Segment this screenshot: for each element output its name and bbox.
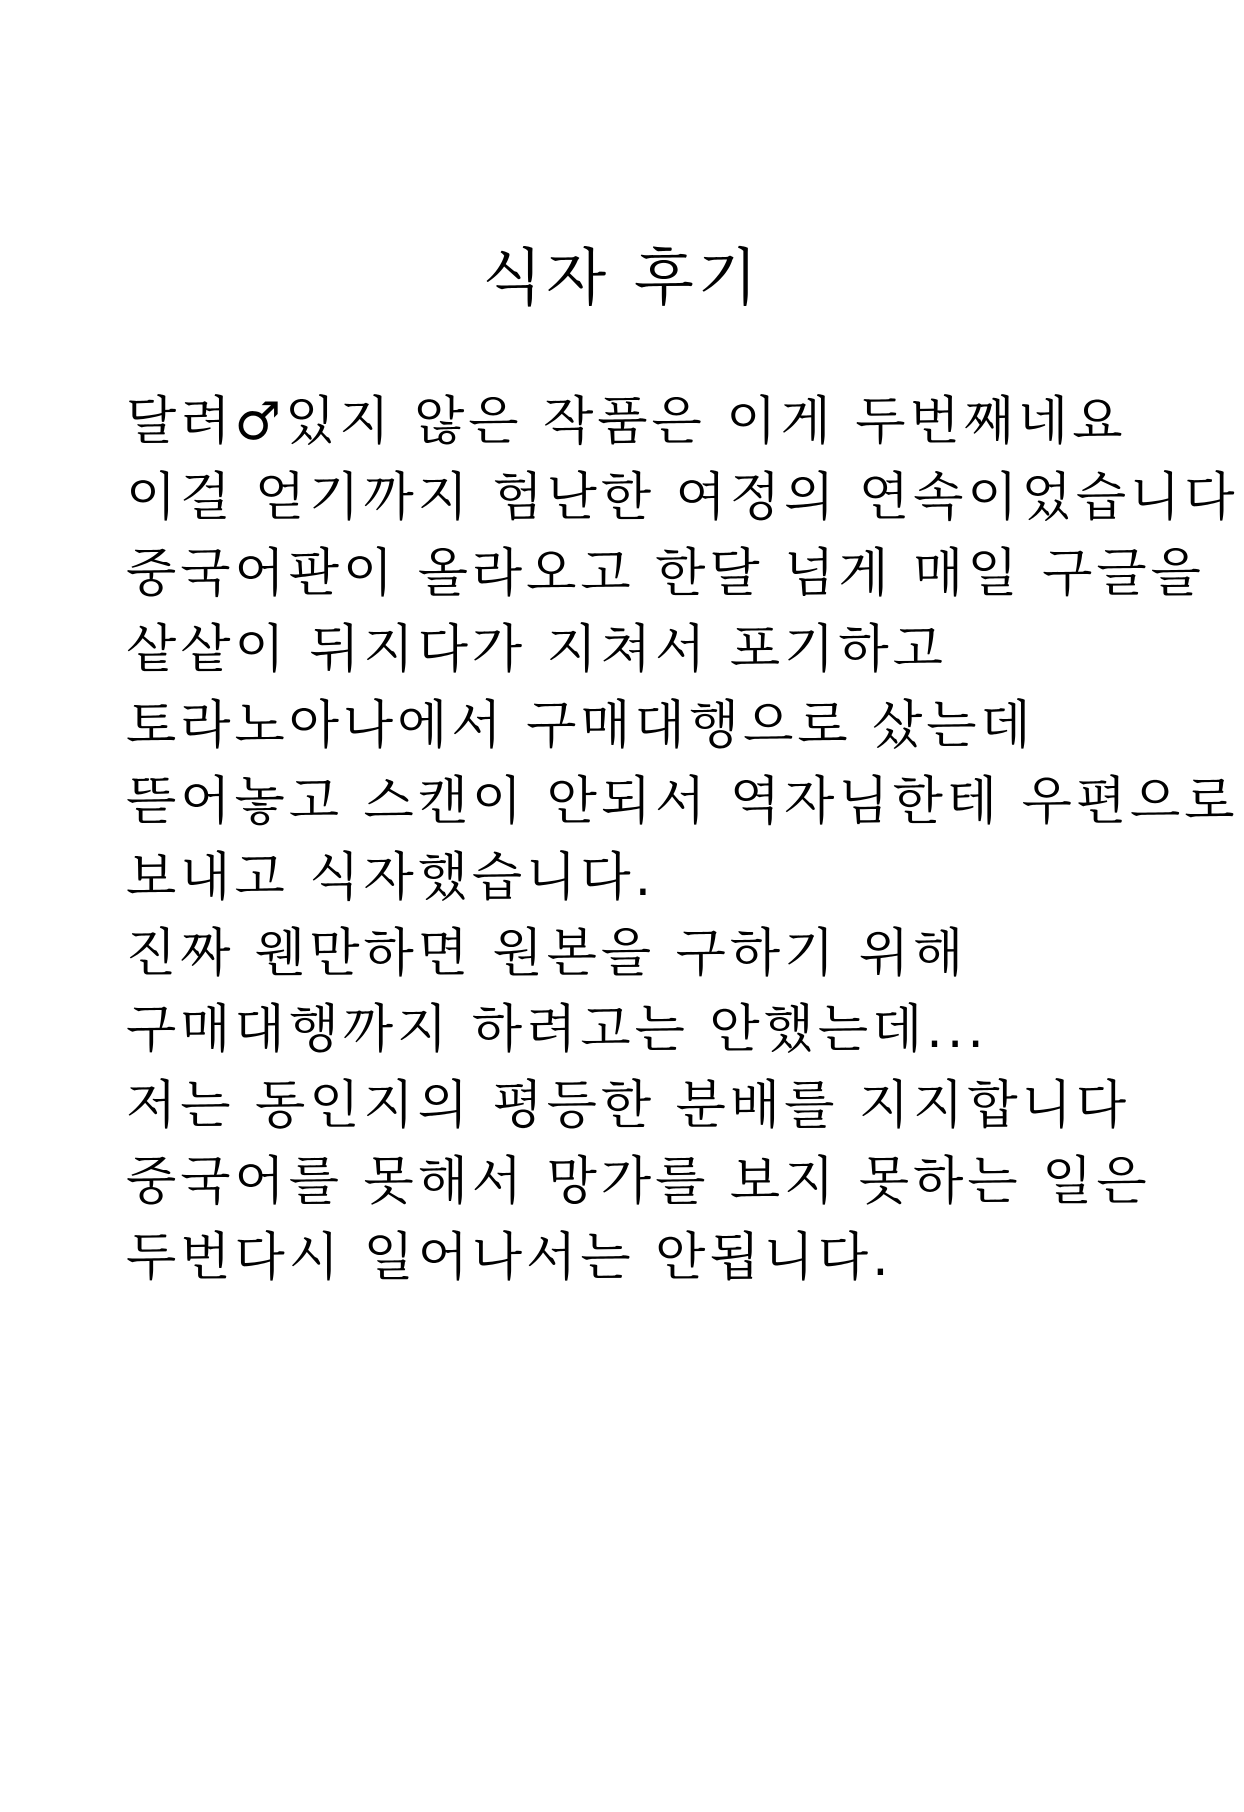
page-title: 식자 후기 — [482, 241, 762, 314]
text-line: 두번다시 일어나서는 안됩니다. — [126, 1228, 893, 1288]
document-body — [126, 384, 1239, 1296]
text-line: 달려♂있지 않은 작품은 이게 두번째네요 — [126, 392, 1127, 452]
text-line: 보내고 식자했습니다. — [126, 848, 656, 908]
text-line: 토라노아나에서 구매대행으로 샀는데 — [126, 696, 1035, 756]
text-line: 뜯어놓고 스캔이 안되서 역자님한테 우편으로 — [126, 772, 1239, 832]
text-line: 구매대행까지 하려고는 안했는데... — [126, 1000, 988, 1060]
text-line: 진짜 웬만하면 원본을 구하기 위해 — [126, 924, 968, 984]
text-line: 샅샅이 뒤지다가 지쳐서 포기하고 — [126, 620, 947, 680]
text-line: 중국어판이 올라오고 한달 넘게 매일 구글을 — [126, 544, 1205, 604]
text-line: 저는 동인지의 평등한 분배를 지지합니다 — [126, 1076, 1131, 1136]
text-line: 중국어를 못해서 망가를 보지 못하는 일은 — [126, 1152, 1151, 1212]
text-line: 이걸 얻기까지 험난한 여정의 연속이었습니다 — [126, 468, 1239, 528]
